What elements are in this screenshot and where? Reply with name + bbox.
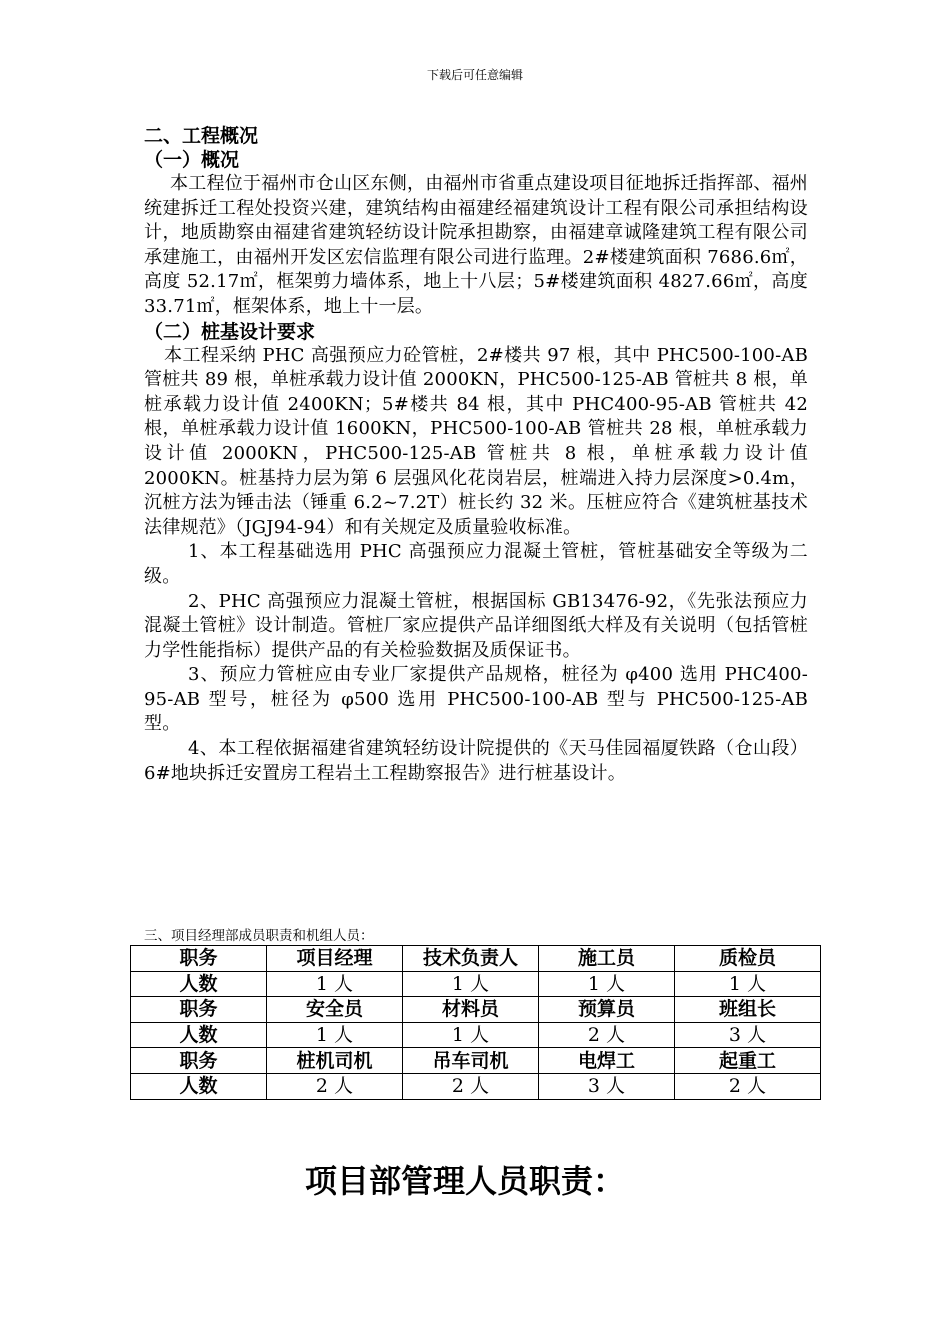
subsection-title-summary: （一）概况	[144, 149, 240, 171]
table-cell: 起重工	[675, 1048, 821, 1074]
table-cell: 2 人	[675, 1073, 821, 1099]
table-cell: 班组长	[675, 997, 821, 1023]
table-cell: 2 人	[403, 1073, 539, 1099]
table-cell: 桩机司机	[267, 1048, 403, 1074]
table-cell: 预算员	[539, 997, 675, 1023]
table-cell: 职务	[131, 946, 267, 972]
table-row	[131, 997, 821, 1023]
table-cell: 3 人	[539, 1073, 675, 1099]
section-title-overview: 二、工程概况	[144, 125, 259, 147]
pile-requirements-paragraph: 本工程采纳 PHC 高强预应力砼管桩，2#楼共 97 根，其中 PHC500-100-AB 管桩共 89 根，单桩承载力设计值 2000KN，PHC500-125-AB 管桩共 8 根，单桩承载力设计值 2400KN；5#楼共 84 根，其中 PHC400-95-AB 管桩共 42 根，单桩承载力设计值 1600KN，PHC500-100-AB 管桩共 28 根，单桩承载力设计值 2000KN，PHC500-125-AB 管桩共 8 根，单桩承载力设计值 2000KN。桩基持力层为第 6 层强风化花岗岩层，桩端进入持力层深度>0.4m，沉桩方法为锤击法（锤重 6.2~7.2T）桩长约 32 米。压桩应符合《建筑桩基技术法律规范》（JGJ94-94）和有关规定及质量验收标准。	[144, 344, 808, 538]
table-cell: 吊车司机	[403, 1048, 539, 1074]
table-cell: 1 人	[539, 971, 675, 997]
table-cell: 职务	[131, 1048, 267, 1074]
staff-table-caption: 三、项目经理部成员职责和机组人员：	[144, 928, 374, 944]
subsection-title-pile-requirements: （二）桩基设计要求	[144, 320, 316, 343]
table-cell: 项目经理	[267, 946, 403, 972]
table-row	[131, 1073, 821, 1099]
table-cell: 2 人	[539, 1022, 675, 1048]
table-cell: 施工员	[539, 946, 675, 972]
table-row	[131, 1022, 821, 1048]
page-header: 下载后可任意编辑	[426, 68, 523, 82]
table-cell: 人数	[131, 1022, 267, 1048]
table-row	[131, 1048, 821, 1074]
table-cell: 1 人	[403, 971, 539, 997]
table-cell: 1 人	[267, 1022, 403, 1048]
table-cell: 1 人	[675, 971, 821, 997]
table-cell: 技术负责人	[403, 946, 539, 972]
table-cell: 1 人	[267, 971, 403, 997]
page-title-responsibilities: 项目部管理人员职责：	[304, 1162, 625, 1200]
table-cell: 材料员	[403, 997, 539, 1023]
table-cell: 1 人	[403, 1022, 539, 1048]
table-cell: 职务	[131, 997, 267, 1023]
requirement-item-1: 1、本工程基础选用 PHC 高强预应力混凝土管桩，管桩基础安全等级为二级。	[144, 541, 808, 587]
requirement-item-4: 4、本工程依据福建省建筑轻纺设计院提供的《天马佳园福厦铁路（仓山段）6#地块拆迁安置房工程岩土工程勘察报告》进行桩基设计。	[144, 738, 808, 784]
table-row	[131, 946, 821, 972]
table-cell: 人数	[131, 971, 267, 997]
requirement-item-3: 3、预应力管桩应由专业厂家提供产品规格，桩径为 φ400 选用 PHC400-95-AB 型号，桩径为 φ500 选用 PHC500-100-AB 型与 PHC500-125-AB 型。	[144, 664, 808, 735]
staff-table	[130, 945, 821, 1100]
table-cell: 安全员	[267, 997, 403, 1023]
table-cell: 质检员	[675, 946, 821, 972]
summary-paragraph: 本工程位于福州市仓山区东侧，由福州市省重点建设项目征地拆迁指挥部、福州统建拆迁工程处投资兴建，建筑结构由福建经福建筑设计工程有限公司承担结构设计，地质勘察由福建省建筑轻纺设计院承担勘察，由福建章诚隆建筑工程有限公司承建施工，由福州开发区宏信监理有限公司进行监理。2#楼建筑面积 7686.6㎡，高度 52.17㎡，框架剪力墙体系，地上十八层；5#楼建筑面积 4827.66㎡，高度 33.71㎡，框架体系，地上十一层。	[144, 173, 808, 317]
table-cell: 3 人	[675, 1022, 821, 1048]
table-cell: 2 人	[267, 1073, 403, 1099]
table-cell: 人数	[131, 1073, 267, 1099]
requirement-item-2: 2、PHC 高强预应力混凝土管桩，根据国标 GB13476-92，《先张法预应力混凝土管桩》设计制造。管桩厂家应提供产品详细图纸大样及有关说明（包括管桩力学性能指标）提供产品的有关检验数据及质保证书。	[144, 590, 808, 661]
document-body	[144, 124, 808, 786]
table-cell: 电焊工	[539, 1048, 675, 1074]
table-row	[131, 971, 821, 997]
